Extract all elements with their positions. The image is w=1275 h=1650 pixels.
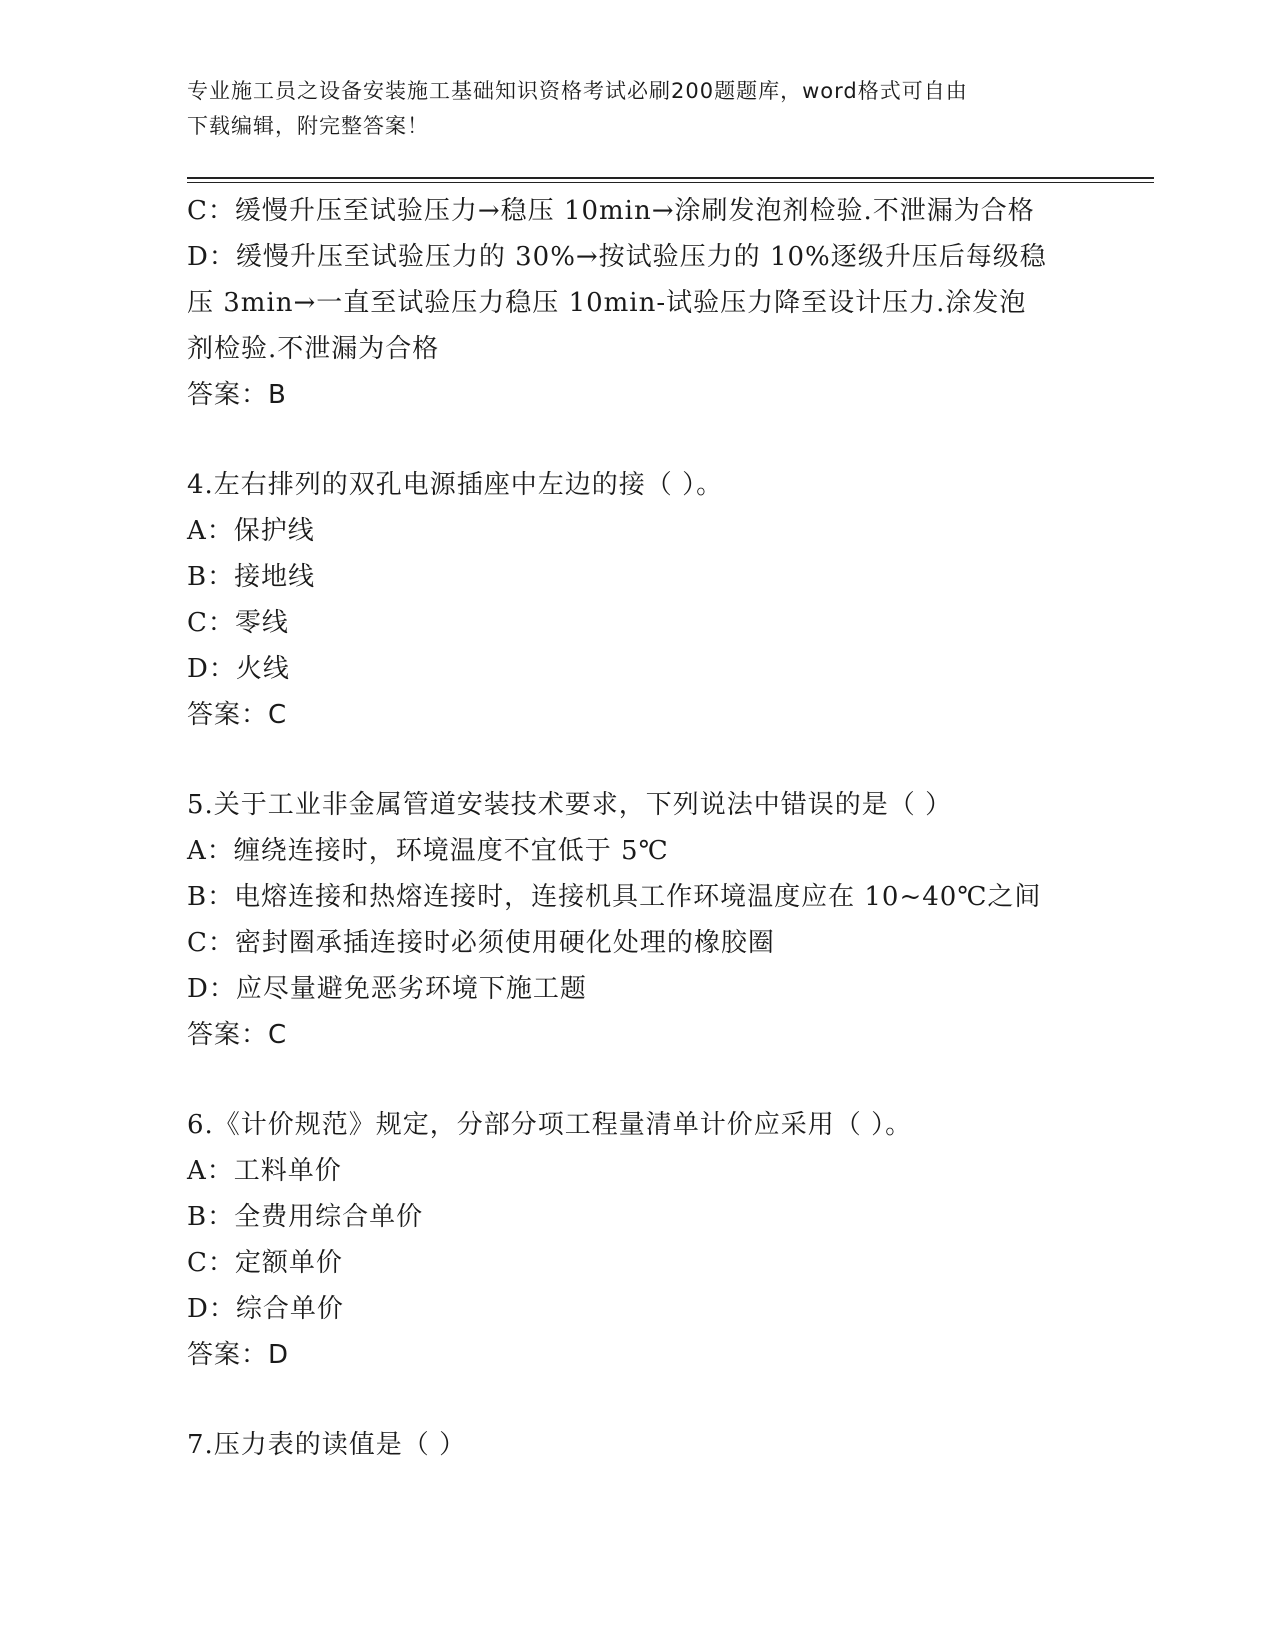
q4-option-c: C：零线 <box>187 608 289 638</box>
q7-question: 7.压力表的读值是（ ） <box>187 1430 467 1460</box>
q3-option-d-line-1: D：缓慢升压至试验压力的 30%→按试验压力的 10%逐级升压后每级稳 <box>187 242 1047 272</box>
question-list <box>187 188 1087 1468</box>
q3-option-c: C：缓慢升压至试验压力→稳压 10min→涂刷发泡剂检验.不泄漏为合格 <box>187 196 1035 226</box>
question-5 <box>187 782 1087 1058</box>
document-header <box>187 74 1087 144</box>
header-divider-thin <box>187 182 1154 183</box>
spacer <box>187 1058 1087 1102</box>
question-4 <box>187 462 1087 738</box>
q6-question: 6.《计价规范》规定，分部分项工程量清单计价应采用（ ）。 <box>187 1110 913 1140</box>
q4-question: 4.左右排列的双孔电源插座中左边的接（ ）。 <box>187 470 724 500</box>
question-7 <box>187 1422 1087 1468</box>
header-divider-thick <box>187 177 1154 179</box>
q3-option-d-line-3: 剂检验.不泄漏为合格 <box>187 334 440 364</box>
q5-option-c: C：密封圈承插连接时必须使用硬化处理的橡胶圈 <box>187 928 775 958</box>
header-line-1: 专业施工员之设备安装施工基础知识资格考试必刷200题题库，word格式可自由 <box>187 79 968 103</box>
header-line-2: 下载编辑，附完整答案！ <box>187 114 429 138</box>
q5-option-d: D：应尽量避免恶劣环境下施工题 <box>187 974 587 1004</box>
q3-option-d-line-2: 压 3min→一直至试验压力稳压 10min-试验压力降至设计压力.涂发泡 <box>187 288 1027 318</box>
q4-option-d: D：火线 <box>187 654 290 684</box>
q5-option-a: A：缠绕连接时，环境温度不宜低于 5℃ <box>187 836 669 866</box>
q3-answer: 答案：B <box>187 380 287 410</box>
spacer <box>187 418 1087 462</box>
spacer <box>187 1378 1087 1422</box>
q6-option-b: B：全费用综合单价 <box>187 1202 424 1232</box>
q4-option-b: B：接地线 <box>187 562 316 592</box>
q6-answer: 答案：D <box>187 1340 290 1370</box>
question-3-continued <box>187 188 1087 418</box>
q5-option-b: B：电熔连接和热熔连接时，连接机具工作环境温度应在 10~40℃之间 <box>187 882 1042 912</box>
q5-answer: 答案：C <box>187 1020 288 1050</box>
spacer <box>187 738 1087 782</box>
q6-option-a: A：工料单价 <box>187 1156 342 1186</box>
question-6 <box>187 1102 1087 1378</box>
q5-question: 5.关于工业非金属管道安装技术要求，下列说法中错误的是（ ） <box>187 790 953 820</box>
q6-option-c: C：定额单价 <box>187 1248 343 1278</box>
q4-option-a: A：保护线 <box>187 516 315 546</box>
q6-option-d: D：综合单价 <box>187 1294 344 1324</box>
q4-answer: 答案：C <box>187 700 288 730</box>
